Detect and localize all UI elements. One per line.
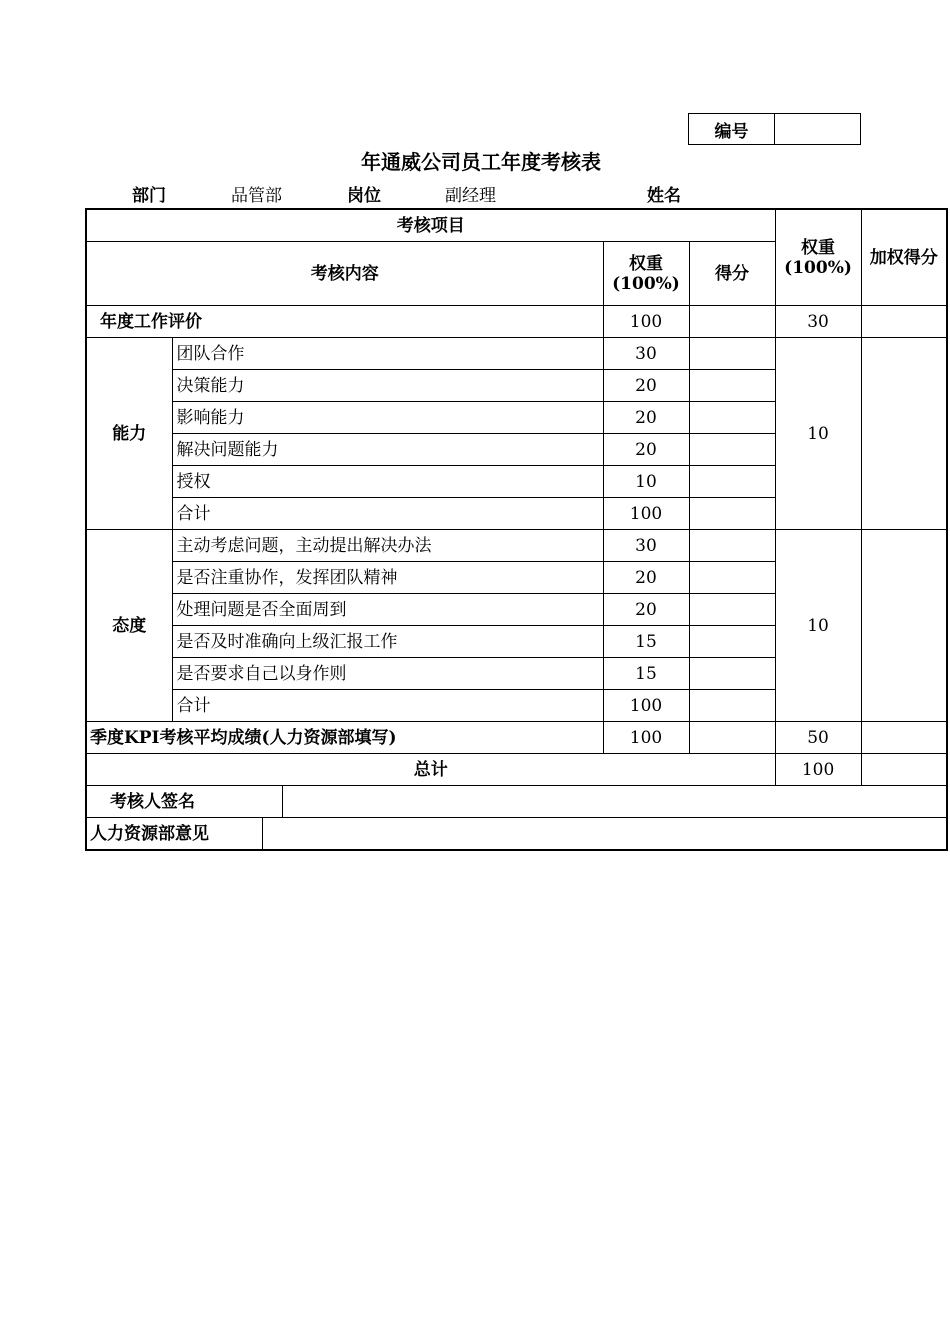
attitude-subtotal-label: 合计: [172, 690, 603, 722]
kpi-weight: 50: [775, 722, 861, 754]
ability-sub-weight: 10: [603, 466, 689, 498]
ability-sub-weight: 20: [603, 402, 689, 434]
ability-score[interactable]: [689, 434, 775, 466]
table-row: [86, 530, 947, 562]
ability-item: 影响能力: [172, 402, 603, 434]
header-weight-line2: (100%): [784, 257, 852, 278]
header-sub-weight-line1: 权重: [629, 253, 663, 274]
header-sub-weight-line2: (100%): [612, 273, 680, 294]
attitude-sub-weight: 20: [603, 562, 689, 594]
dept-value: 品管部: [231, 186, 282, 206]
attitude-sub-weight: 20: [603, 594, 689, 626]
header-content: 考核内容: [86, 242, 603, 306]
attitude-score[interactable]: [689, 562, 775, 594]
attitude-score[interactable]: [689, 594, 775, 626]
ability-sub-weight: 20: [603, 370, 689, 402]
attitude-label: 态度: [86, 530, 172, 722]
appraisal-table: [85, 208, 948, 851]
signature-inner: [87, 786, 946, 817]
kpi-score[interactable]: [689, 722, 775, 754]
hr-opinion-inner: [87, 818, 946, 849]
signature-row: [86, 786, 947, 818]
header-sub-weight: [603, 242, 689, 306]
attitude-item: 处理问题是否全面周到: [172, 594, 603, 626]
header-weight-line1: 权重: [801, 237, 836, 258]
annual-weight: 30: [775, 306, 861, 338]
annual-score[interactable]: [689, 306, 775, 338]
attitude-sub-weight: 30: [603, 530, 689, 562]
ability-subtotal-weight: 100: [603, 498, 689, 530]
attitude-item: 是否要求自己以身作则: [172, 658, 603, 690]
total-weight: 100: [775, 754, 861, 786]
total-row: [86, 754, 947, 786]
ability-sub-weight: 20: [603, 434, 689, 466]
ability-sub-weight: 30: [603, 338, 689, 370]
signature-field[interactable]: [283, 786, 947, 817]
kpi-label: 季度KPI考核平均成绩(人力资源部填写): [86, 722, 603, 754]
post-value: 副经理: [445, 186, 496, 206]
serial-number-box: [688, 113, 861, 145]
header-weight: [775, 209, 861, 306]
attitude-sub-weight: 15: [603, 626, 689, 658]
ability-subtotal-score[interactable]: [689, 498, 775, 530]
kpi-sub-weight: 100: [603, 722, 689, 754]
annual-label: 年度工作评价: [86, 306, 603, 338]
ability-subtotal-label: 合计: [172, 498, 603, 530]
attitude-item: 主动考虑问题，主动提出解决办法: [172, 530, 603, 562]
attitude-item: 是否注重协作，发挥团队精神: [172, 562, 603, 594]
total-weighted-score[interactable]: [861, 754, 947, 786]
ability-weighted-score[interactable]: [861, 338, 947, 530]
kpi-row: [86, 722, 947, 754]
header-weighted-score: 加权得分: [861, 209, 947, 306]
ability-score[interactable]: [689, 466, 775, 498]
attitude-subtotal-weight: 100: [603, 690, 689, 722]
hr-opinion-field[interactable]: [263, 818, 947, 849]
annual-row: [86, 306, 947, 338]
ability-score[interactable]: [689, 370, 775, 402]
hr-opinion-row: [86, 818, 947, 851]
dept-label: 部门: [132, 186, 166, 206]
ability-label: 能力: [86, 338, 172, 530]
attitude-weight: 10: [775, 530, 861, 722]
attitude-weighted-score[interactable]: [861, 530, 947, 722]
ability-score[interactable]: [689, 338, 775, 370]
serial-label: 编号: [689, 114, 775, 145]
attitude-score[interactable]: [689, 530, 775, 562]
signature-label: 考核人签名: [87, 786, 283, 817]
header-score: 得分: [689, 242, 775, 306]
attitude-score[interactable]: [689, 626, 775, 658]
attitude-sub-weight: 15: [603, 658, 689, 690]
kpi-weighted-score[interactable]: [861, 722, 947, 754]
attitude-item: 是否及时准确向上级汇报工作: [172, 626, 603, 658]
ability-item: 解决问题能力: [172, 434, 603, 466]
attitude-score[interactable]: [689, 658, 775, 690]
attitude-subtotal-score[interactable]: [689, 690, 775, 722]
ability-item: 团队合作: [172, 338, 603, 370]
ability-item: 授权: [172, 466, 603, 498]
table-row: [86, 338, 947, 370]
serial-value[interactable]: [775, 114, 861, 145]
header-items: 考核项目: [86, 209, 775, 242]
page-title: 年通威公司员工年度考核表: [361, 150, 601, 174]
hr-opinion-label: 人力资源部意见: [87, 818, 263, 849]
ability-item: 决策能力: [172, 370, 603, 402]
total-label: 总计: [86, 754, 775, 786]
post-label: 岗位: [347, 186, 381, 206]
annual-sub-weight: 100: [603, 306, 689, 338]
ability-score[interactable]: [689, 402, 775, 434]
annual-weighted-score[interactable]: [861, 306, 947, 338]
name-label: 姓名: [647, 186, 681, 206]
ability-weight: 10: [775, 338, 861, 530]
